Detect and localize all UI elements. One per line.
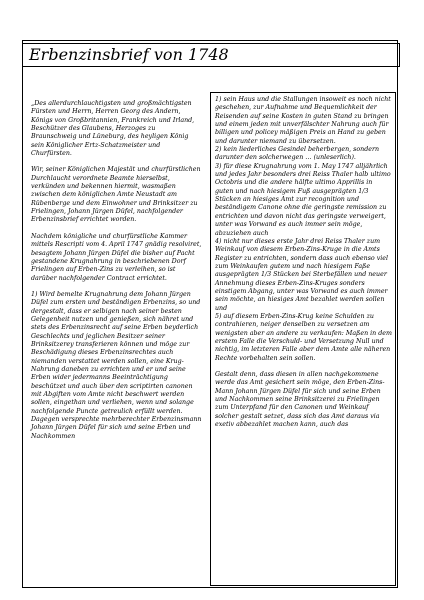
paragraph: Wir, seiner Königlichen Majestät und churfürstlichen Durchlaucht verordnete Beamte hierselbst, verkünden und bekennen hiermit, wasmaßen zwischen dem königlichen Amte Neustadt am Rübenberge und dem Einwohner und Brinksitzer zu Frielingen, Johann Jürgen Düfel, nachfolgender Erbenzinsbrief errichtet worden. — [31, 166, 201, 224]
left-text-column — [27, 92, 206, 586]
paragraph: Gestalt denn, dass diesen in allen nachgekommene werde das Amt gesichert sein möge, den Erben-Zins-Mann Johann Jürgen Düfel für sich und seine Erben und Nachkommen seine Brinksitzerei zu Frielingen zum Unterpfand für den Canonen und Weinkauf solcher gestalt setzet, dass sich das Amt daraus via exetiv abbezahlet machen kann, auch das — [215, 371, 385, 429]
paragraph: „Des allerdurchlauchtigsten und großmächtigsten Fürsten und Herrn, Herren Georg des Andern, Königs von Großbritannien, Frankreich und Irland, Beschützer des Glaubens, Herzoges zu Braunschweig und Lüneburg, des heyligen König sein Königlicher Ertz-Schatzmeister und Churfürsten. — [31, 100, 195, 158]
paragraph: 1) Wird bemelte Krugnahrung dem Johann Jürgen Düfel zum ersten und beständigen Erbenzins, so und dergestalt, dass er selbigen nach seiner besten Gelegenheit nutzen und genießen, sich nähret und stets des Erbenzinsrecht auf seine Erben beyderlich Geschlechts und jeglichen Besitzer seiner Brinksitzerey transferieren können und möge zur Beschädigung dieses Erbenzinsrechtes auch niemanden verstattet werden sollen, eine Krug-Nahrung daneben zu errichten und er und seine Erben wider jedermanns Beeinträchtigung beschützet und auch über den scriptirten canonen mit Abgiften vom Amte nicht beschwert werden sollen, eingethan und verliehen, wenn und solange nachfolgende Puncte getreulich erfüllt werden. Dagegen versprechte mehrberechter Erbenzinsmann Johann Jürgen Düfel für sich und seine Erben und Nachkommen — [31, 290, 202, 440]
document-title: Erbenzinsbrief von 1748 — [29, 45, 229, 64]
paragraph: 1) sein Haus und die Stallungen insoweit es noch nicht geschehen, zur Aufnahme und Bequemlichkeit der Reisenden auf seine Kosten in guten Stand zu bringen und einem jeden mit unverfälschter Nahrung auch für billigen und policey mäßigen Preis an Hand zu geben und darunter niemand zu übersetzen. 2) kein liederliches Gesindel beherbergen, sondern darunter den solcherwegen … (unleserlich). 3) für diese Krugnahrung vom 1. May 1747 alljährlich und jedes Jahr besonders drei Reiss Thaler halb ultimo Octobris und die andere hälfte ultimo Apprillis in guten und nach hiesigem Fuß ausgeprägten 1/3 Stücken an hiesiges Amt zur recognition und beständigem Canone ohne die geringste remission zu entrichten und davon nicht das geringste verweigert, unter was Vorwand es auch immer sein möge, abzuziehen auch 4) nicht nur dieses erste Jahr drei Reiss Thaler zum Weinkauf von diesem Erben-Zins-Kruge in die Amts Register zu entrichten, sondern dass auch ebenso viel zum Weinkaufen gutem und nach hiesigem Faße ausgeprägten 1/3 Stücken bei Sterbefällen und neuer Annehmung dieses Erben-Zins-Kruges sonders einstigem Abgang, unter was Vorwand es auch immer sein möchte, an hiesiges Amt bezahlet werden sollen und 5) auf diesem Erben-Zins-Krug keine Schulden zu contrahieren, neiger denselben zu versetzen am wenigsten aber an andere zu verkaufen: Maßen in dem erstem Falle die Verschuld- und Versetzung Null und nichtig, im letzteren Falle aber dem Amte alle näheren Rechte vorbehalten sein sollen. — [215, 96, 392, 362]
title-box — [22, 43, 400, 67]
paragraph: Nachdem königliche und churfürstliche Kammer mittels Rescripti vom 4. April 1747 gnädig resolviret, besagtem Johann Jürgen Düfel die bisher auf Pacht gestandene Krugnahrung in beschriebenen Dorf Frielingen auf Erben-Zins zu verleihen, so ist darüber nachfolgender Contract errichtet. — [31, 232, 202, 282]
right-text-column — [210, 92, 396, 586]
